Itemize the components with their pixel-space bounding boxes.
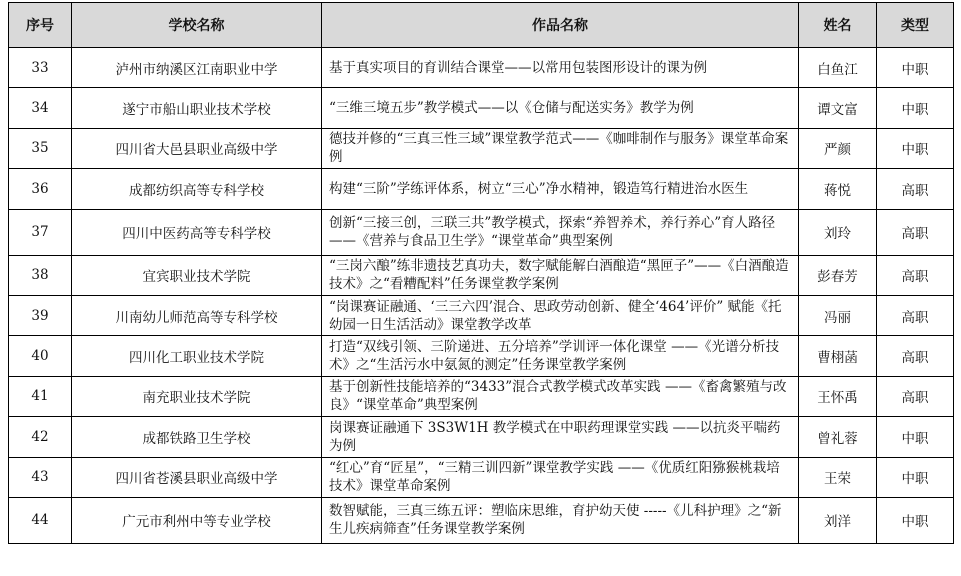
cell-type: 高职	[877, 295, 954, 335]
table-row	[9, 497, 954, 543]
cell-seq: 43	[9, 457, 72, 497]
table-row	[9, 376, 954, 416]
cell-type: 高职	[877, 336, 954, 376]
cell-type: 高职	[877, 376, 954, 416]
cell-name: 曹栩菡	[799, 336, 877, 376]
cell-type: 高职	[877, 255, 954, 295]
cell-type: 中职	[877, 48, 954, 88]
cell-name: 严颜	[799, 128, 877, 168]
cell-school: 遂宁市船山职业技术学校	[72, 88, 322, 128]
cell-name: 谭文富	[799, 88, 877, 128]
cell-work: 创新“三接三创，三联三共”教学模式，探索“养智养术，养行养心”育人路径 ——《营养与食品卫生学》“课堂革命”典型案例	[322, 209, 799, 255]
cell-work: “红心”育“匠星”，“三精三训四新”课堂教学实践 ——《优质红阳猕猴桃栽培技术》课堂革命案例	[322, 457, 799, 497]
cell-work: “三维三境五步”教学模式——以《仓储与配送实务》教学为例	[322, 88, 799, 128]
cell-seq: 39	[9, 295, 72, 335]
cell-school: 泸州市纳溪区江南职业中学	[72, 48, 322, 88]
cell-name: 王怀禹	[799, 376, 877, 416]
cell-school: 四川化工职业技术学院	[72, 336, 322, 376]
table-row	[9, 209, 954, 255]
cell-seq: 36	[9, 169, 72, 209]
cell-school: 成都纺织高等专科学校	[72, 169, 322, 209]
cell-work: 打造“双线引领、三阶递进、五分培养”学训评一体化课堂 ——《光谱分析技术》之“生活污水中氨氮的测定”任务课堂教学案例	[322, 336, 799, 376]
cell-seq: 38	[9, 255, 72, 295]
cell-school: 南充职业技术学院	[72, 376, 322, 416]
cell-school: 广元市利州中等专业学校	[72, 497, 322, 543]
cell-name: 蒋悦	[799, 169, 877, 209]
table-row	[9, 88, 954, 128]
cell-work: 岗课赛证融通下 3S3W1H 教学模式在中职药理课堂实践 ——以抗炎平喘药为例	[322, 417, 799, 457]
cell-school: 成都铁路卫生学校	[72, 417, 322, 457]
table-row	[9, 255, 954, 295]
cell-name: 曾礼蓉	[799, 417, 877, 457]
table-row	[9, 48, 954, 88]
cell-school: 宜宾职业技术学院	[72, 255, 322, 295]
header-type: 类型	[877, 3, 954, 48]
results-table	[8, 2, 954, 544]
table-row	[9, 169, 954, 209]
cell-name: 白鱼江	[799, 48, 877, 88]
cell-name: 刘洋	[799, 497, 877, 543]
cell-school: 四川省大邑县职业高级中学	[72, 128, 322, 168]
cell-school: 四川中医药高等专科学校	[72, 209, 322, 255]
cell-name: 刘玲	[799, 209, 877, 255]
table-row	[9, 417, 954, 457]
table-row	[9, 457, 954, 497]
cell-type: 中职	[877, 497, 954, 543]
cell-type: 中职	[877, 457, 954, 497]
cell-seq: 44	[9, 497, 72, 543]
cell-name: 王荣	[799, 457, 877, 497]
cell-type: 高职	[877, 169, 954, 209]
cell-seq: 33	[9, 48, 72, 88]
cell-school: 川南幼儿师范高等专科学校	[72, 295, 322, 335]
cell-work: 基于真实项目的育训结合课堂——以常用包装图形设计的课为例	[322, 48, 799, 88]
header-school: 学校名称	[72, 3, 322, 48]
cell-work: 数智赋能，三真三练五评：塑临床思维，育护幼天使 -----《儿科护理》之“新生儿疾病筛查”任务课堂教学案例	[322, 497, 799, 543]
cell-type: 中职	[877, 88, 954, 128]
cell-work: 德技并修的“三真三性三域”课堂教学范式——《咖啡制作与服务》课堂革命案例	[322, 128, 799, 168]
cell-type: 中职	[877, 128, 954, 168]
header-work: 作品名称	[322, 3, 799, 48]
cell-type: 中职	[877, 417, 954, 457]
cell-work: 基于创新性技能培养的“3433”混合式教学模式改革实践 ——《畜禽繁殖与改良》“课堂革命”典型案例	[322, 376, 799, 416]
cell-type: 高职	[877, 209, 954, 255]
cell-seq: 42	[9, 417, 72, 457]
cell-work: 构建“三阶”学练评体系，树立“三心”净水精神，锻造笃行精进治水医生	[322, 169, 799, 209]
table-row	[9, 128, 954, 168]
table-row	[9, 295, 954, 335]
cell-seq: 37	[9, 209, 72, 255]
cell-seq: 40	[9, 336, 72, 376]
table-row	[9, 336, 954, 376]
cell-work: “三岗六酿”练非遗技艺真功夫，数字赋能解白酒酿造“黑匣子”——《白酒酿造技术》之“看糟配料”任务课堂教学案例	[322, 255, 799, 295]
cell-name: 彭春芳	[799, 255, 877, 295]
cell-work: “岗课赛证融通、‘三三六四’混合、思政劳动创新、健全‘464’评价” 赋能《托幼园一日生活活动》课堂教学改革	[322, 295, 799, 335]
cell-name: 冯丽	[799, 295, 877, 335]
cell-seq: 41	[9, 376, 72, 416]
cell-seq: 34	[9, 88, 72, 128]
cell-seq: 35	[9, 128, 72, 168]
cell-school: 四川省苍溪县职业高级中学	[72, 457, 322, 497]
table-header-row	[9, 3, 954, 48]
header-name: 姓名	[799, 3, 877, 48]
header-seq: 序号	[9, 3, 72, 48]
